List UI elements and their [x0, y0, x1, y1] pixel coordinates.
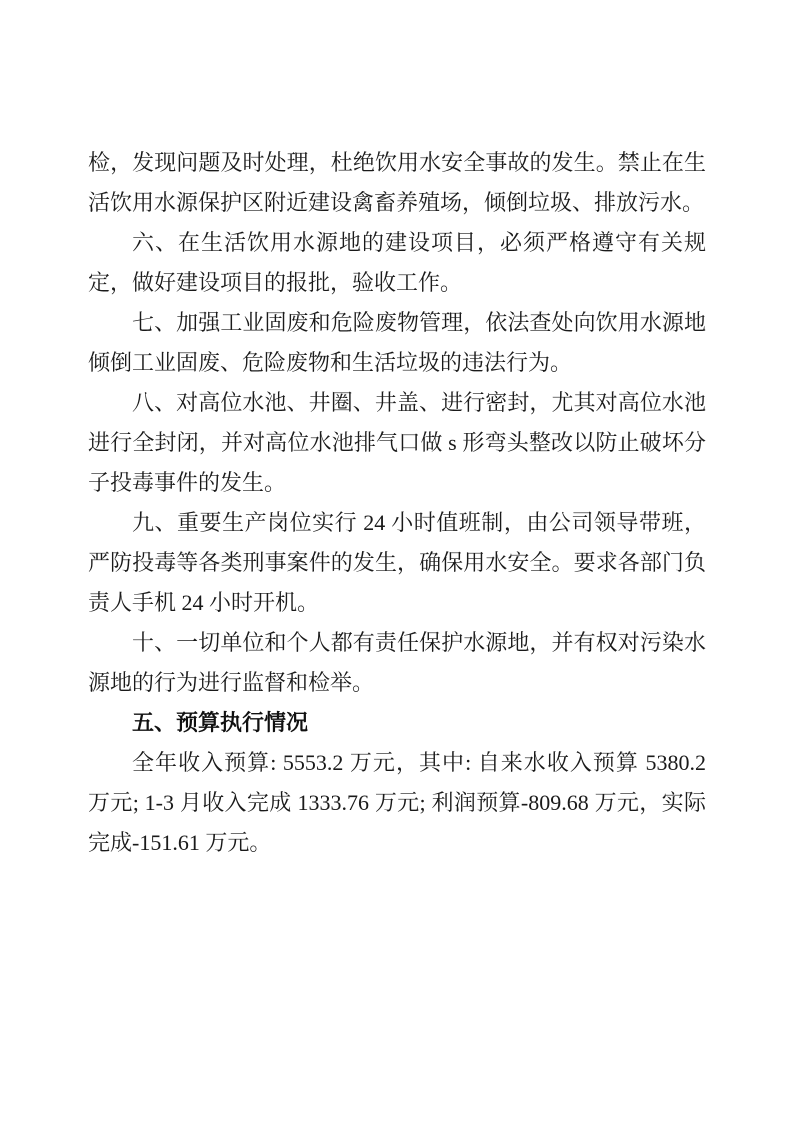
document-content	[88, 143, 706, 863]
paragraph-item-seven: 七、加强工业固废和危险废物管理，依法查处向饮用水源地倾倒工业固废、危险废物和生活垃圾的违法行为。	[88, 310, 706, 375]
section-heading-budget-execution: 五、预算执行情况	[132, 710, 309, 735]
paragraph-item-nine: 九、重要生产岗位实行 24 小时值班制，由公司领导带班，严防投毒等各类刑事案件的发生，确保用水安全。要求各部门负责人手机 24 小时开机。	[88, 510, 706, 615]
paragraph-item-eight: 八、对高位水池、井圈、井盖、进行密封，尤其对高位水池进行全封闭，并对高位水池排气口做 s 形弯头整改以防止破坏分子投毒事件的发生。	[88, 390, 706, 495]
paragraph-item-six: 六、在生活饮用水源地的建设项目，必须严格遵守有关规定，做好建设项目的报批，验收工作。	[88, 230, 706, 295]
paragraph-item-ten: 十、一切单位和个人都有责任保护水源地，并有权对污染水源地的行为进行监督和检举。	[88, 630, 706, 695]
paragraph-continuation: 检，发现问题及时处理，杜绝饮用水安全事故的发生。禁止在生活饮用水源保护区附近建设禽畜养殖场，倾倒垃圾、排放污水。	[88, 150, 706, 215]
paragraph-budget-summary: 全年收入预算: 5553.2 万元，其中: 自来水收入预算 5380.2 万元; 1-3 月收入完成 1333.76 万元; 利润预算-809.68 万元，实际完成-151.61 万元。	[88, 750, 706, 855]
